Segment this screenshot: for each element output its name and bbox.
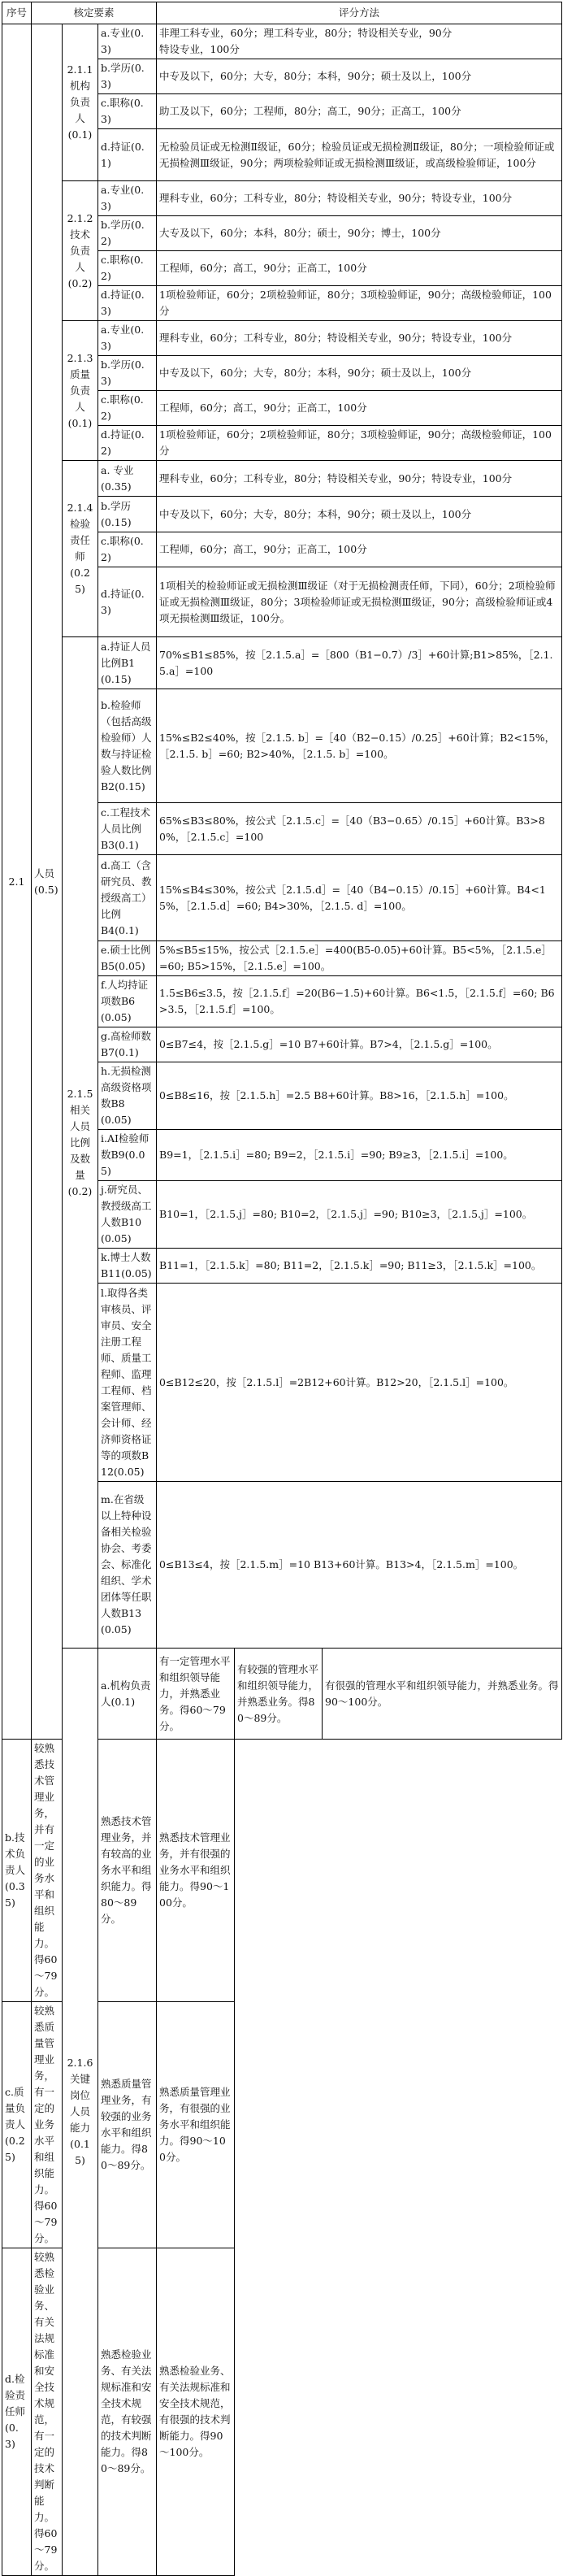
item-method: 中专及以下，60分；大专，80分；本科，90分；硕士及以上，100分 [157, 356, 562, 391]
item-label: b.学历(0.2) [98, 216, 157, 251]
item-method: 1.5≤B6≤3.5，按［2.1.5.f］=20(B6−1.5)+60计算。B6<1.5，［2.1.5.f］=60; B6>3.5，［2.1.5.f］=100。 [157, 976, 562, 1027]
level-excellent: 有很强的管理水平和组织领导能力，并熟悉业务。得90～100分。 [323, 1649, 562, 1740]
item-label: b.技术负责人(0.35) [2, 1740, 32, 2002]
table-row [2, 24, 562, 59]
item-label: e.硕士比例 B5(0.05) [98, 941, 157, 976]
item-label: c.职称(0.2) [98, 391, 157, 426]
item-label: a.专业(0.3) [98, 181, 157, 216]
item-method: 1项检验师证，60分；2项检验师证，80分；3项检验师证，90分；高级检验师证，100分 [157, 286, 562, 321]
table-row [2, 181, 562, 216]
level-excellent: 熟悉检验业务、有关法规标准和安全技术规范，有很强的技术判断能力。得90～100分。 [157, 2248, 235, 2576]
group-title: 2.1.5相关 人员比例 及数量 (0.2) [63, 637, 98, 1649]
item-label: d.持证(0.2) [98, 426, 157, 461]
item-method: 1项检验师证，60分；2项检验师证，80分；3项检验师证，90分；高级检验师证，100分 [157, 426, 562, 461]
item-label: d.检验责任师(0.3) [2, 2248, 32, 2576]
group-title: 2.1.3质量 负责人 (0.1) [63, 321, 98, 461]
level-excellent: 熟悉技术管理业务，并有很强的业务水平和组织能力。得90～100分。 [157, 1740, 235, 2002]
item-label: b.检验师（包括高级检验师）人数与持证检验人数比例B2(0.15) [98, 689, 157, 803]
item-label: d.持证(0.3) [98, 567, 157, 637]
item-method: 15%≤B4≤30%，按公式［2.1.5.d］=［40（B4−0.15）/0.15］+60计算。B4<15%，［2.1.5.d］=60; B4>30%，［2.1.5. d］=100。 [157, 855, 562, 941]
item-method: 非理工科专业，60分；理工科专业，80分；特设相关专业，90分 特设专业，100分 [157, 24, 562, 59]
item-method: 70%≤B1≤85%，按［2.1.5.a］=［800（B1−0.7）/3］+60计算;B1>85%，［2.1.5.a］=100 [157, 637, 562, 689]
item-method: 中专及以下，60分；大专，80分；本科，90分；硕士及以上，100分 [157, 497, 562, 532]
item-label: c.职称(0.2) [98, 532, 157, 567]
item-method: B10=1，［2.1.5.j］=80; B10=2，［2.1.5.j］=90; B10≥3，［2.1.5.j］=100。 [157, 1181, 562, 1249]
item-method: B9=1，［2.1.5.i］=80; B9=2，［2.1.5.i］=90; B9≥3，［2.1.5.i］=100。 [157, 1130, 562, 1181]
header-method: 评分方法 [157, 2, 562, 24]
item-label: b.学历(0.3) [98, 59, 157, 94]
item-method: 大专及以下，60分；本科，80分；硕士，90分；博士，100分 [157, 216, 562, 251]
item-label: k.博士人数 B11(0.05) [98, 1249, 157, 1284]
table-header-row [2, 2, 562, 24]
item-label: c.职称(0.3) [98, 94, 157, 129]
item-label: b.学历 (0.15) [98, 497, 157, 532]
item-method: 理科专业，60分；工科专业，80分；特设相关专业，90分；特设专业，100分 [157, 321, 562, 356]
level-good: 熟悉质量管理业务，有较强的业务水平和组织能力。得80～89分。 [98, 2002, 157, 2248]
group-title: 2.1.6关键 岗位人员 能力 (0.15) [63, 1649, 98, 2576]
item-method: 1项相关的检验师证或无损检测Ⅲ级证（对于无损检测责任师，下同），60分；2项检验师证或无损检测Ⅲ级证，80分；3项检验师证或无损检测Ⅲ级证，90分；高级检验师证或4项无损检测Ⅲ级证，100分。 [157, 567, 562, 637]
level-basic: 较熟悉技术管理业务，并有一定的业务水平和组织能力。得60～79分。 [32, 1740, 63, 2002]
level1-personnel: 人员 (0.5) [32, 24, 63, 1740]
item-method: 理科专业，60分；工科专业，80分；特设相关专业，90分；特设专业，100分 [157, 461, 562, 497]
item-label: a.机构负责人(0.1) [98, 1649, 157, 1740]
item-label: c.质量负责人(0.25) [2, 2002, 32, 2248]
item-method: 助工及以下，60分；工程师，80分；高工，90分；正高工，100分 [157, 94, 562, 129]
item-label: h.无损检测高级资格项数B8 (0.05) [98, 1062, 157, 1130]
level-good: 有较强的管理水平和组织领导能力，并熟悉业务。得80～89分。 [235, 1649, 323, 1740]
evaluation-table [2, 2, 562, 2576]
item-method: 0≤B7≤4，按［2.1.5.g］=10 B7+60计算。B7>4，［2.1.5.g］=100。 [157, 1027, 562, 1062]
item-label: b.学历(0.3) [98, 356, 157, 391]
item-method: 工程师，60分；高工，90分；正高工，100分 [157, 251, 562, 286]
group-title: 2.1.2技术 负责人 (0.2) [63, 181, 98, 321]
item-label: f.人均持证项数B6 (0.05) [98, 976, 157, 1027]
level-good: 熟悉技术管理业务，并有较高的业务水平和组织能力。得80～89分。 [98, 1740, 157, 2002]
item-method: 65%≤B3≤80%，按公式［2.1.5.c］=［40（B3−0.65）/0.15］+60计算。B3>80%，［2.1.5.c］=100 [157, 803, 562, 855]
level-basic: 较熟悉质量管理业务，有一定的业务水平和组织能力。得60～79分。 [32, 2002, 63, 2248]
item-method: 0≤B13≤4，按［2.1.5.m］=10 B13+60计算。B13>4，［2.1.5.m］=100。 [157, 1482, 562, 1649]
header-number: 序号 [2, 2, 32, 24]
level-basic: 较熟悉检验业务、有关法规标准和安全技术规范，有一定的技术判断能力。得60～79分。 [32, 2248, 63, 2576]
group-title: 2.1.1机构 负责人 (0.1) [63, 24, 98, 181]
item-label: c.工程技术人员比例 B3(0.1) [98, 803, 157, 855]
item-label: g.高检师数 B7(0.1) [98, 1027, 157, 1062]
group-title: 2.1.4检验 责任师 (0.25) [63, 461, 98, 637]
level-excellent: 熟悉质量管理业务，有很强的业务水平和组织能力。得90～100分。 [157, 2002, 235, 2248]
item-method: 无检验员证或无检测Ⅱ级证，60分；检验员证或无损检测Ⅱ级证，80分；一项检验师证或无损检测Ⅲ级证，90分；两项检验师证或无损检测Ⅲ级证，或高级检验师证，100分 [157, 129, 562, 181]
item-label: a.专业(0.3) [98, 321, 157, 356]
item-method: 15%≤B2≤40%，按［2.1.5. b］=［40（B2−0.15）/0.25］+60计算；B2<15%，［2.1.5. b］=60; B2>40%，［2.1.5. b］=100。 [157, 689, 562, 803]
item-label: d.高工（含研究员、教授级高工）比例 B4(0.1) [98, 855, 157, 941]
item-label: a. 专业 (0.35) [98, 461, 157, 497]
header-elements: 核定要素 [32, 2, 157, 24]
item-method: 工程师，60分；高工，90分；正高工，100分 [157, 532, 562, 567]
item-label: c.职称(0.2) [98, 251, 157, 286]
item-label: i.AI检验师 数B9(0.05) [98, 1130, 157, 1181]
table-row [2, 321, 562, 356]
row-number: 2.1 [2, 24, 32, 1740]
item-label: a.专业(0.3) [98, 24, 157, 59]
table-row [2, 1649, 562, 1740]
item-label: m.在省级以上特种设备相关检验协会、考委会、标准化组织、学术团体等任职人数B13(0.05) [98, 1482, 157, 1649]
item-label: l.取得各类审核员、评审员、安全注册工程师、质量工程师、监理工程师、档案管理师、会计师、经济师资格证等的项数B12(0.05) [98, 1284, 157, 1482]
item-label: j.研究员、教授级高工人数B10 (0.05) [98, 1181, 157, 1249]
item-method: 工程师，60分；高工，90分；正高工，100分 [157, 391, 562, 426]
item-method: 5%≤B5≤15%，按公式［2.1.5.e］=400(B5-0.05)+60计算。B5<5%，［2.1.5.e］=60; B5>15%，［2.1.5.e］=100。 [157, 941, 562, 976]
table-row [2, 637, 562, 689]
table-row [2, 461, 562, 497]
level-basic: 有一定管理水平和组织领导能力，并熟悉业务。得60～79分。 [157, 1649, 235, 1740]
item-method: 0≤B8≤16，按［2.1.5.h］=2.5 B8+60计算。B8>16，［2.1.5.h］=100。 [157, 1062, 562, 1130]
item-method: 0≤B12≤20，按［2.1.5.l］=2B12+60计算。B12>20，［2.1.5.l］=100。 [157, 1284, 562, 1482]
item-method: 中专及以下，60分；大专，80分；本科，90分；硕士及以上，100分 [157, 59, 562, 94]
item-method: 理科专业，60分；工科专业，80分；特设相关专业，90分；特设专业，100分 [157, 181, 562, 216]
level-good: 熟悉检验业务、有关法规标准和安全技术规范，有较强的技术判断能力。得80～89分。 [98, 2248, 157, 2576]
item-label: d.持证(0.1) [98, 129, 157, 181]
item-label: a.持证人员比例B1 (0.15) [98, 637, 157, 689]
item-label: d.持证(0.3) [98, 286, 157, 321]
item-method: B11=1，［2.1.5.k］=80; B11=2，［2.1.5.k］=90; B11≥3，［2.1.5.k］=100。 [157, 1249, 562, 1284]
